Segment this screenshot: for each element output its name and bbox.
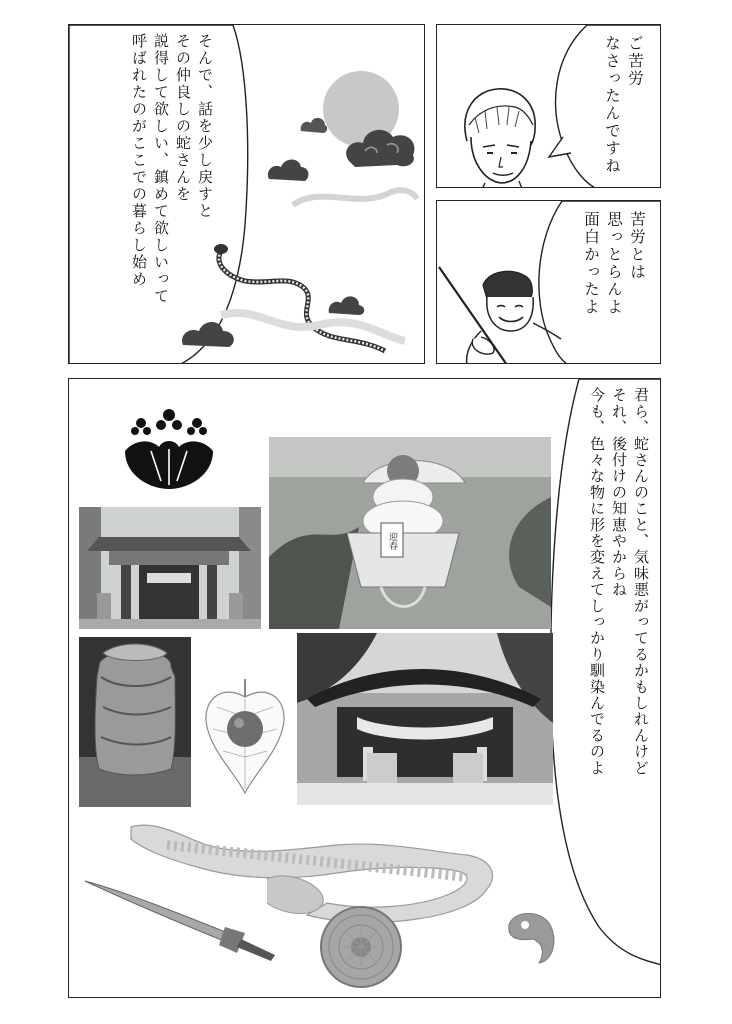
mirror-icon <box>319 905 403 989</box>
narration-line: 説得して欲しい、鎮めて欲しいって <box>152 33 170 305</box>
dialogue-line: 君ら、蛇さんのこと、気味悪がってるかもしれんけど <box>632 387 650 776</box>
jar-icon <box>79 637 191 807</box>
kagami-label: 迎春 <box>387 532 397 550</box>
lantern-plant-icon <box>201 677 289 795</box>
dialogue-line: 思っとらんよ <box>605 211 623 316</box>
old-man-icon <box>437 257 567 364</box>
man-portrait-icon <box>445 81 555 188</box>
shrine-building-photo <box>297 633 553 805</box>
magatama-icon <box>499 909 559 965</box>
dialogue-line: 面白かったよ <box>582 211 600 316</box>
kagami-mochi-icon <box>269 437 551 629</box>
dialogue-line: それ、後付けの知恵やからね <box>610 387 628 598</box>
sword-icon <box>83 877 283 963</box>
cloud-wisp <box>289 165 419 215</box>
panel-3 <box>68 24 425 364</box>
shrine-gate-icon <box>79 507 261 629</box>
dialogue-line: ご苦労 <box>626 35 644 88</box>
dialogue-line: 今も、色々な物に形を変えてしっかり馴染んでるのよ <box>588 387 606 776</box>
cloud-icon <box>341 121 421 171</box>
kiri-crest-icon <box>121 405 217 489</box>
panel-4 <box>68 378 661 998</box>
cloud-icon <box>299 115 329 135</box>
panel-2 <box>436 200 661 364</box>
shrine-photo <box>79 507 261 629</box>
kagami-mochi-photo <box>269 437 551 629</box>
narration-line: 呼ばれたのがここでの暮らし始め <box>130 33 148 288</box>
panel-1 <box>436 24 661 188</box>
dialogue-line: なさったんですね <box>603 35 621 175</box>
shrine-building-icon <box>297 633 553 805</box>
jar-photo <box>79 637 191 807</box>
dialogue-line: 苦労とは <box>628 211 646 281</box>
narration-line: そんで、話を少し戻すと <box>196 33 214 220</box>
cloud-wisp <box>219 295 409 355</box>
narration-line: その仲良しの蛇さんを <box>174 33 192 203</box>
